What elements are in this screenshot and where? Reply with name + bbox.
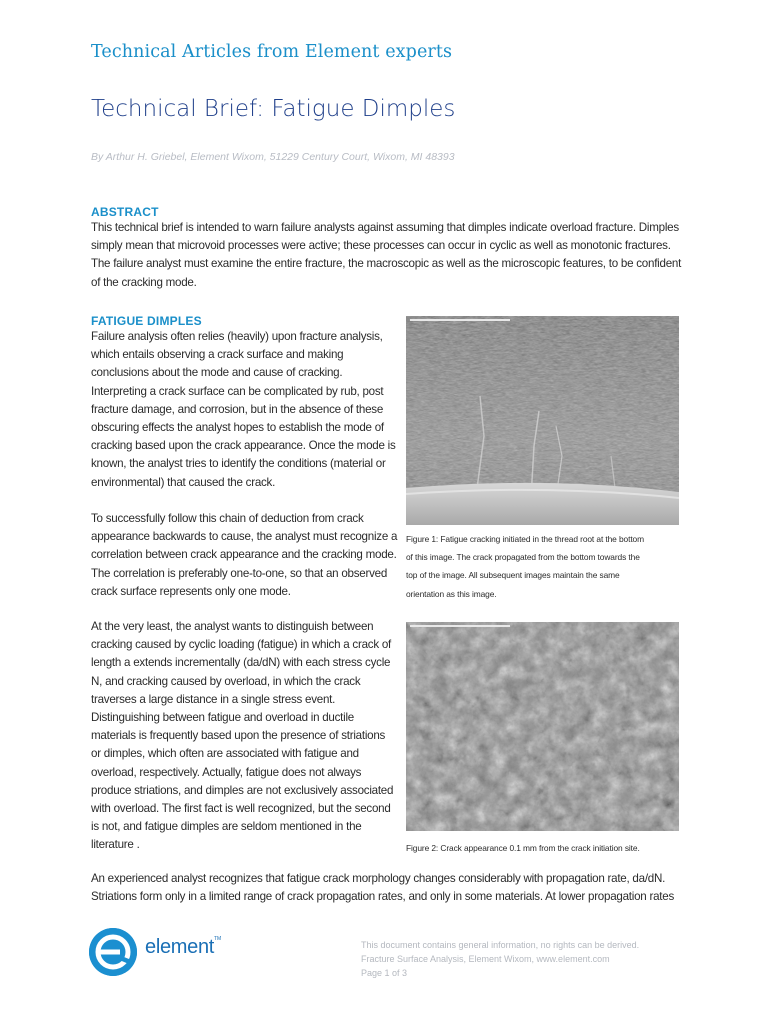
caption-line: Figure 1: Fatigue cracking initiated in the thread root at the bottom [406, 534, 644, 544]
figure-1-caption [406, 530, 706, 603]
text-line: with overload. The first fact is well recognized, but the second [91, 802, 391, 816]
text-line: obscuring effects the analyst hopes to establish the mode of [91, 421, 384, 435]
fatigue-paragraph-3 [91, 618, 401, 855]
fatigue-dimples-heading: FATIGUE DIMPLES [91, 314, 202, 328]
text-line: Failure analysis often relies (heavily) upon fracture analysis, [91, 330, 383, 343]
element-logo-wordmark: element [145, 936, 215, 958]
element-logo-icon [89, 928, 137, 976]
footer-source: Fracture Surface Analysis, Element Wixom, www.element.com [361, 954, 610, 964]
text-line: literature . [91, 838, 140, 852]
text-line: which entails observing a crack surface and making [91, 348, 344, 362]
abstract-text [91, 219, 691, 292]
text-line: conclusions about the mode and cause of cracking. [91, 366, 343, 380]
text-line: environmental) that caused the crack. [91, 475, 276, 489]
page-number: Page 1 of 3 [361, 968, 408, 978]
text-line: materials is frequently based upon the presence of striations [91, 729, 386, 743]
text-line: N, and cracking caused by overload, in which the crack [91, 674, 361, 688]
text-line: cracking based upon the crack appearance. Once the mode is [91, 439, 396, 453]
text-line: cracking caused by cyclic loading (fatigue) in which a crack of [91, 638, 392, 652]
text-line: traverses a large distance in a single stress event. [91, 692, 336, 706]
caption-line: orientation as this image. [406, 588, 497, 599]
figure-1-image [406, 316, 679, 525]
text-line: Distinguishing between fatigue and overload in ductile [91, 711, 355, 725]
footer-disclaimer: This document contains general information, no rights can be derived. [361, 940, 640, 950]
footer-notes [361, 938, 639, 980]
text-line: An experienced analyst recognizes that fatigue crack morphology changes considerably with propagation rate, da/dN. [91, 872, 666, 885]
caption-line: of this image. The crack propagated from the bottom towards the [406, 552, 640, 563]
text-line: Striations form only in a limited range of crack propagation rates, and only in some materials. At lower propagation rates [91, 890, 674, 904]
text-line: At the very least, the analyst wants to distinguish between [91, 620, 374, 633]
figure-2-image [406, 622, 679, 831]
text-line: length a extends incrementally (da/dN) with each stress cycle [91, 656, 391, 670]
author-byline: By Arthur H. Griebel, Element Wixom, 51229 Century Court, Wixom, MI 48393 [91, 151, 455, 163]
abstract-line: This technical brief is intended to warn failure analysts against assuming that dimples indicate overload fracture. Dimples [91, 221, 679, 234]
series-title: Technical Articles from Element experts [91, 42, 453, 62]
text-line: produce striations, and dimples are not exclusively associated [91, 783, 394, 797]
caption-line: top of the image. All subsequent images maintain the same [406, 570, 620, 581]
text-line: To successfully follow this chain of deduction from crack [91, 512, 364, 525]
document-title: Technical Brief: Fatigue Dimples [91, 96, 456, 122]
figure-2-caption: Figure 2: Crack appearance 0.1 mm from the crack initiation site. [406, 843, 640, 853]
text-line: Interpreting a crack surface can be complicated by rub, post [91, 384, 384, 398]
text-line: is not, and fatigue dimples are seldom mentioned in the [91, 820, 362, 834]
abstract-line: The failure analyst must examine the entire fracture, the macroscopic as well as the microscopic features, to be confident [91, 257, 682, 271]
abstract-line: simply mean that microvoid processes were active; these processes can occur in cyclic as well as monotonic fractures. [91, 239, 671, 253]
abstract-heading: ABSTRACT [91, 205, 159, 219]
text-line: correlation between crack appearance and the cracking mode. [91, 548, 397, 562]
text-line: overload, respectively. Actually, fatigue does not always [91, 765, 362, 779]
element-logo [89, 928, 229, 978]
text-line: The correlation is preferably one-to-one, so that an observed [91, 566, 388, 580]
fatigue-paragraph-2 [91, 510, 401, 601]
text-line: crack surface represents only one mode. [91, 584, 291, 598]
abstract-line: of the cracking mode. [91, 275, 197, 289]
fatigue-paragraph-4 [91, 870, 691, 906]
text-line: fracture damage, and corrosion, but in the absence of these [91, 402, 384, 416]
text-line: or dimples, which often are associated with fatigue and [91, 747, 359, 761]
fatigue-paragraph-1 [91, 328, 401, 492]
trademark-mark: TM [214, 936, 222, 942]
text-line: known, the analyst tries to identify the conditions (material or [91, 457, 386, 471]
text-line: appearance backwards to cause, the analyst must recognize a [91, 530, 398, 544]
